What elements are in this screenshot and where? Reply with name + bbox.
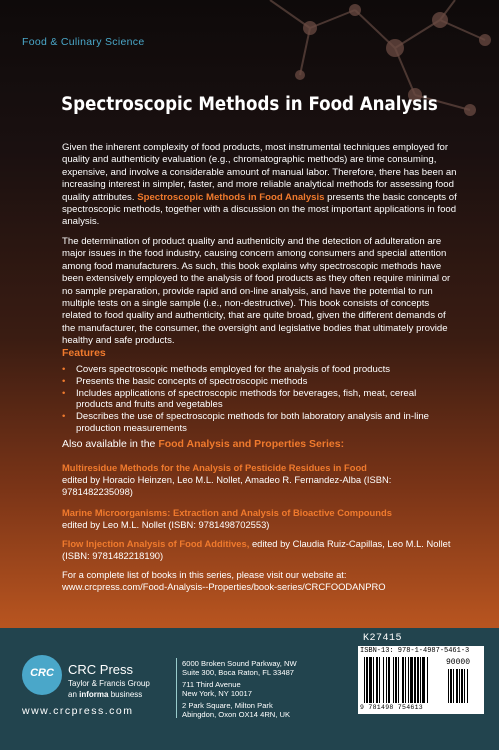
barcode-bar xyxy=(467,669,468,703)
barcode-bar xyxy=(405,657,406,703)
barcode-digits: 9 781498 754613 xyxy=(360,704,424,711)
series-url: www.crcpress.com/Food-Analysis--Properties/book-series/CRCFOODANPRO xyxy=(62,581,386,593)
barcode-bar xyxy=(388,657,390,703)
barcode-bar xyxy=(383,657,384,703)
feature-item: • Covers spectroscopic methods employed for the analysis of food products xyxy=(62,364,442,376)
related-book-title: Flow Injection Analysis of Food Additives, xyxy=(62,538,250,549)
description-paragraph-2: The determination of product quality and authenticity and the detection of adulteration are major issues in the food industry, causing concern among consumers and special attention among food manufacturers. As such, this book explains why spectroscopic methods have been extensively employed to the analysis of food products as they often require minimal or no sample preparation, provide rapid and on-line analysis, and have the potential to run multiple tests on a single sample (i.e., non-destructive). This book consists of concepts related to food quality and authenticity, that are quite broad, given the different demands of the manufacturer, the consumer, the oversight and legislative bodies that ultimately provide healthy and safe products. xyxy=(62,236,451,347)
product-code: K27415 xyxy=(363,633,403,644)
price-code: 90000 xyxy=(446,658,471,667)
related-book-details: edited by Horacio Heinzen, Leo M.L. Nollet, Amadeo R. Fernandez-Alba (ISBN: 9781482235098) xyxy=(62,474,392,498)
barcode-bar xyxy=(373,657,374,703)
related-book-title: Multiresidue Methods for the Analysis of Pesticide Residues in Food xyxy=(62,462,367,473)
barcode-bar xyxy=(395,657,397,703)
feature-item: • Presents the basic concepts of spectroscopic methods xyxy=(62,376,442,388)
barcode-bar xyxy=(417,657,419,703)
barcode-bar xyxy=(402,657,404,703)
barcode-bar xyxy=(464,669,465,703)
related-book-1 xyxy=(62,462,452,499)
barcode-bar xyxy=(369,657,372,703)
barcode-bar xyxy=(393,657,394,703)
barcode-bar xyxy=(410,657,413,703)
series-name: Food & Culinary Science xyxy=(22,36,145,48)
barcode-bar xyxy=(420,657,421,703)
barcode-bar xyxy=(456,669,458,703)
barcode-bar xyxy=(414,657,416,703)
publisher-url: www.crcpress.com xyxy=(22,705,134,717)
barcode-bar xyxy=(364,657,365,703)
barcode-bar xyxy=(398,657,399,703)
features-list xyxy=(62,364,442,435)
feature-item: • Includes applications of spectroscopic methods for beverages, fish, meat, cereal products and fruits and vegetables xyxy=(62,388,442,412)
series-link: Food Analysis and Properties Series: xyxy=(158,438,345,450)
publisher-name: CRC Press xyxy=(68,662,134,677)
features-heading: Features xyxy=(62,347,106,359)
publisher-group: Taylor & Francis Group xyxy=(68,679,150,688)
informa-business: an informa business xyxy=(68,690,143,699)
barcode-bar xyxy=(422,657,425,703)
barcode-bars xyxy=(362,657,480,703)
title-highlight: Spectroscopic Methods in Food Analysis xyxy=(137,191,325,203)
related-book-details: edited by Claudia Ruiz-Capillas, Leo M.L. Nollet (ISBN: 9781482218190) xyxy=(62,538,451,562)
address-uk: 2 Park Square, Milton Park Abingdon, Oxon OX14 4RN, UK xyxy=(182,701,291,720)
also-available-heading: Also available in the Food Analysis and Properties Series: xyxy=(62,438,345,450)
barcode-bar xyxy=(448,669,449,703)
barcode-bar xyxy=(366,657,368,703)
barcode-bar xyxy=(450,669,452,703)
address-florida: 6000 Broken Sound Parkway, NW Suite 300, Boca Raton, FL 33487 xyxy=(182,659,297,678)
website-note: For a complete list of books in this series, please visit our website at: www.crcpress.com/Food-Analysis--Properties/book-series/CRCFOODANPRO xyxy=(62,569,462,593)
barcode-bar xyxy=(453,669,454,703)
barcode-bar xyxy=(379,657,380,703)
description-paragraph-1: Given the inherent complexity of food products, most instrumental techniques employed for quality and authenticity evaluation (e.g., chromatographic methods) are time consuming, expensive, and involve a considerable amount of manual labor. Therefore, there has been an increasing interest in simpler, faster, and more reliable analytical methods for assessing food quality attributes. Spectroscopic Methods in Food Analysis presents the basic concepts of spectroscopic methods, together with a discussion on the most important applications in food analysis. xyxy=(62,142,457,228)
related-book-2 xyxy=(62,507,452,531)
molecule-graphic xyxy=(0,0,499,140)
address-newyork: 711 Third Avenue New York, NY 10017 xyxy=(182,680,252,699)
barcode-bar xyxy=(376,657,378,703)
barcode-bar xyxy=(386,657,387,703)
barcode-bar xyxy=(459,669,460,703)
barcode-bar xyxy=(408,657,409,703)
barcode-bar xyxy=(461,669,463,703)
footer-divider xyxy=(176,658,177,718)
barcode-bar xyxy=(427,657,428,703)
book-title: Spectroscopic Methods in Food Analysis xyxy=(61,94,438,115)
isbn-text: ISBN-13: 978-1-4987-5461-3 xyxy=(360,647,470,655)
feature-item: • Describes the use of spectroscopic methods for both laboratory analysis and in-line production measurements xyxy=(62,411,442,435)
isbn-barcode xyxy=(358,646,484,714)
crc-logo-icon: CRC xyxy=(22,655,62,695)
related-book-3 xyxy=(62,538,452,562)
related-book-details: edited by Leo M.L. Nollet (ISBN: 9781498702553) xyxy=(62,519,270,531)
related-book-title: Marine Microorganisms: Extraction and Analysis of Bioactive Compounds xyxy=(62,507,392,518)
